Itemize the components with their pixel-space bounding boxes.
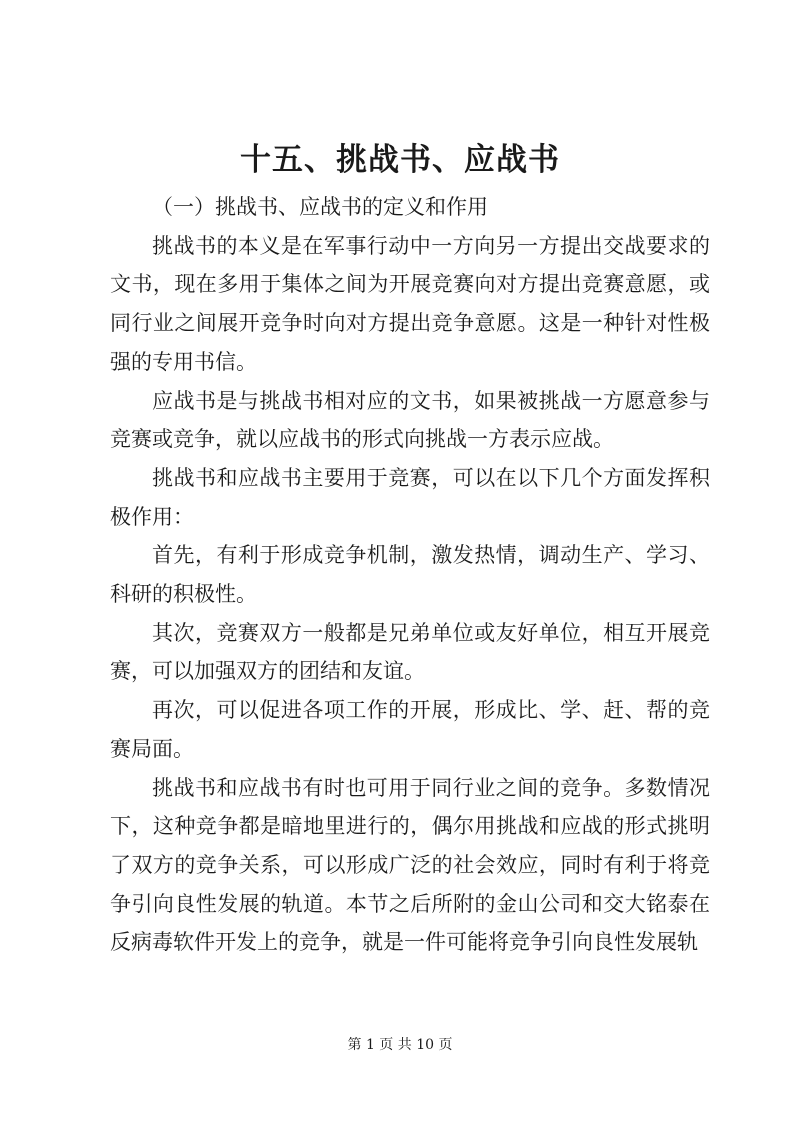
body-paragraph: 其次，竞赛双方一般都是兄弟单位或友好单位，相互开展竞赛，可以加强双方的团结和友谊。 xyxy=(110,620,710,684)
body-paragraph: 首先，有利于形成竞争机制，激发热情，调动生产、学习、科研的积极性。 xyxy=(110,543,710,607)
body-paragraph: 再次，可以促进各项工作的开展，形成比、学、赶、帮的竞赛局面。 xyxy=(110,698,710,761)
body-paragraph: 挑战书和应战书有时也可用于同行业之间的竞争。多数情况下，这种竞争都是暗地里进行的，偶尔用挑战和应战的形式挑明了双方的竞争关系，可以形成广泛的社会效应，同时有利于将竞争引向良性发展的轨道。本节之后所附的金山公司和交大铭泰在反病毒软件开发上的竞争，就是一件可能将竞争引向良性发展轨 xyxy=(110,775,710,955)
section-heading: （一）挑战书、应战书的定义和作用 xyxy=(152,195,488,219)
body-paragraph: 应战书是与挑战书相对应的文书，如果被挑战一方愿意参与竞赛或竞争，就以应战书的形式向挑战一方表示应战。 xyxy=(110,388,710,452)
document-body xyxy=(110,188,710,962)
body-paragraph: 挑战书和应战书主要用于竞赛，可以在以下几个方面发挥积极作用： xyxy=(110,465,710,529)
body-paragraph: 挑战书的本义是在军事行动中一方向另一方提出交战要求的文书，现在多用于集体之间为开展竞赛向对方提出竞赛意愿，或同行业之间展开竞争时向对方提出竞争意愿。这是一种针对性极强的专用书信。 xyxy=(110,233,710,374)
page-number-footer: 第 1 页 共 10 页 xyxy=(347,1037,453,1053)
document-title: 十五、挑战书、应战书 xyxy=(240,142,560,178)
